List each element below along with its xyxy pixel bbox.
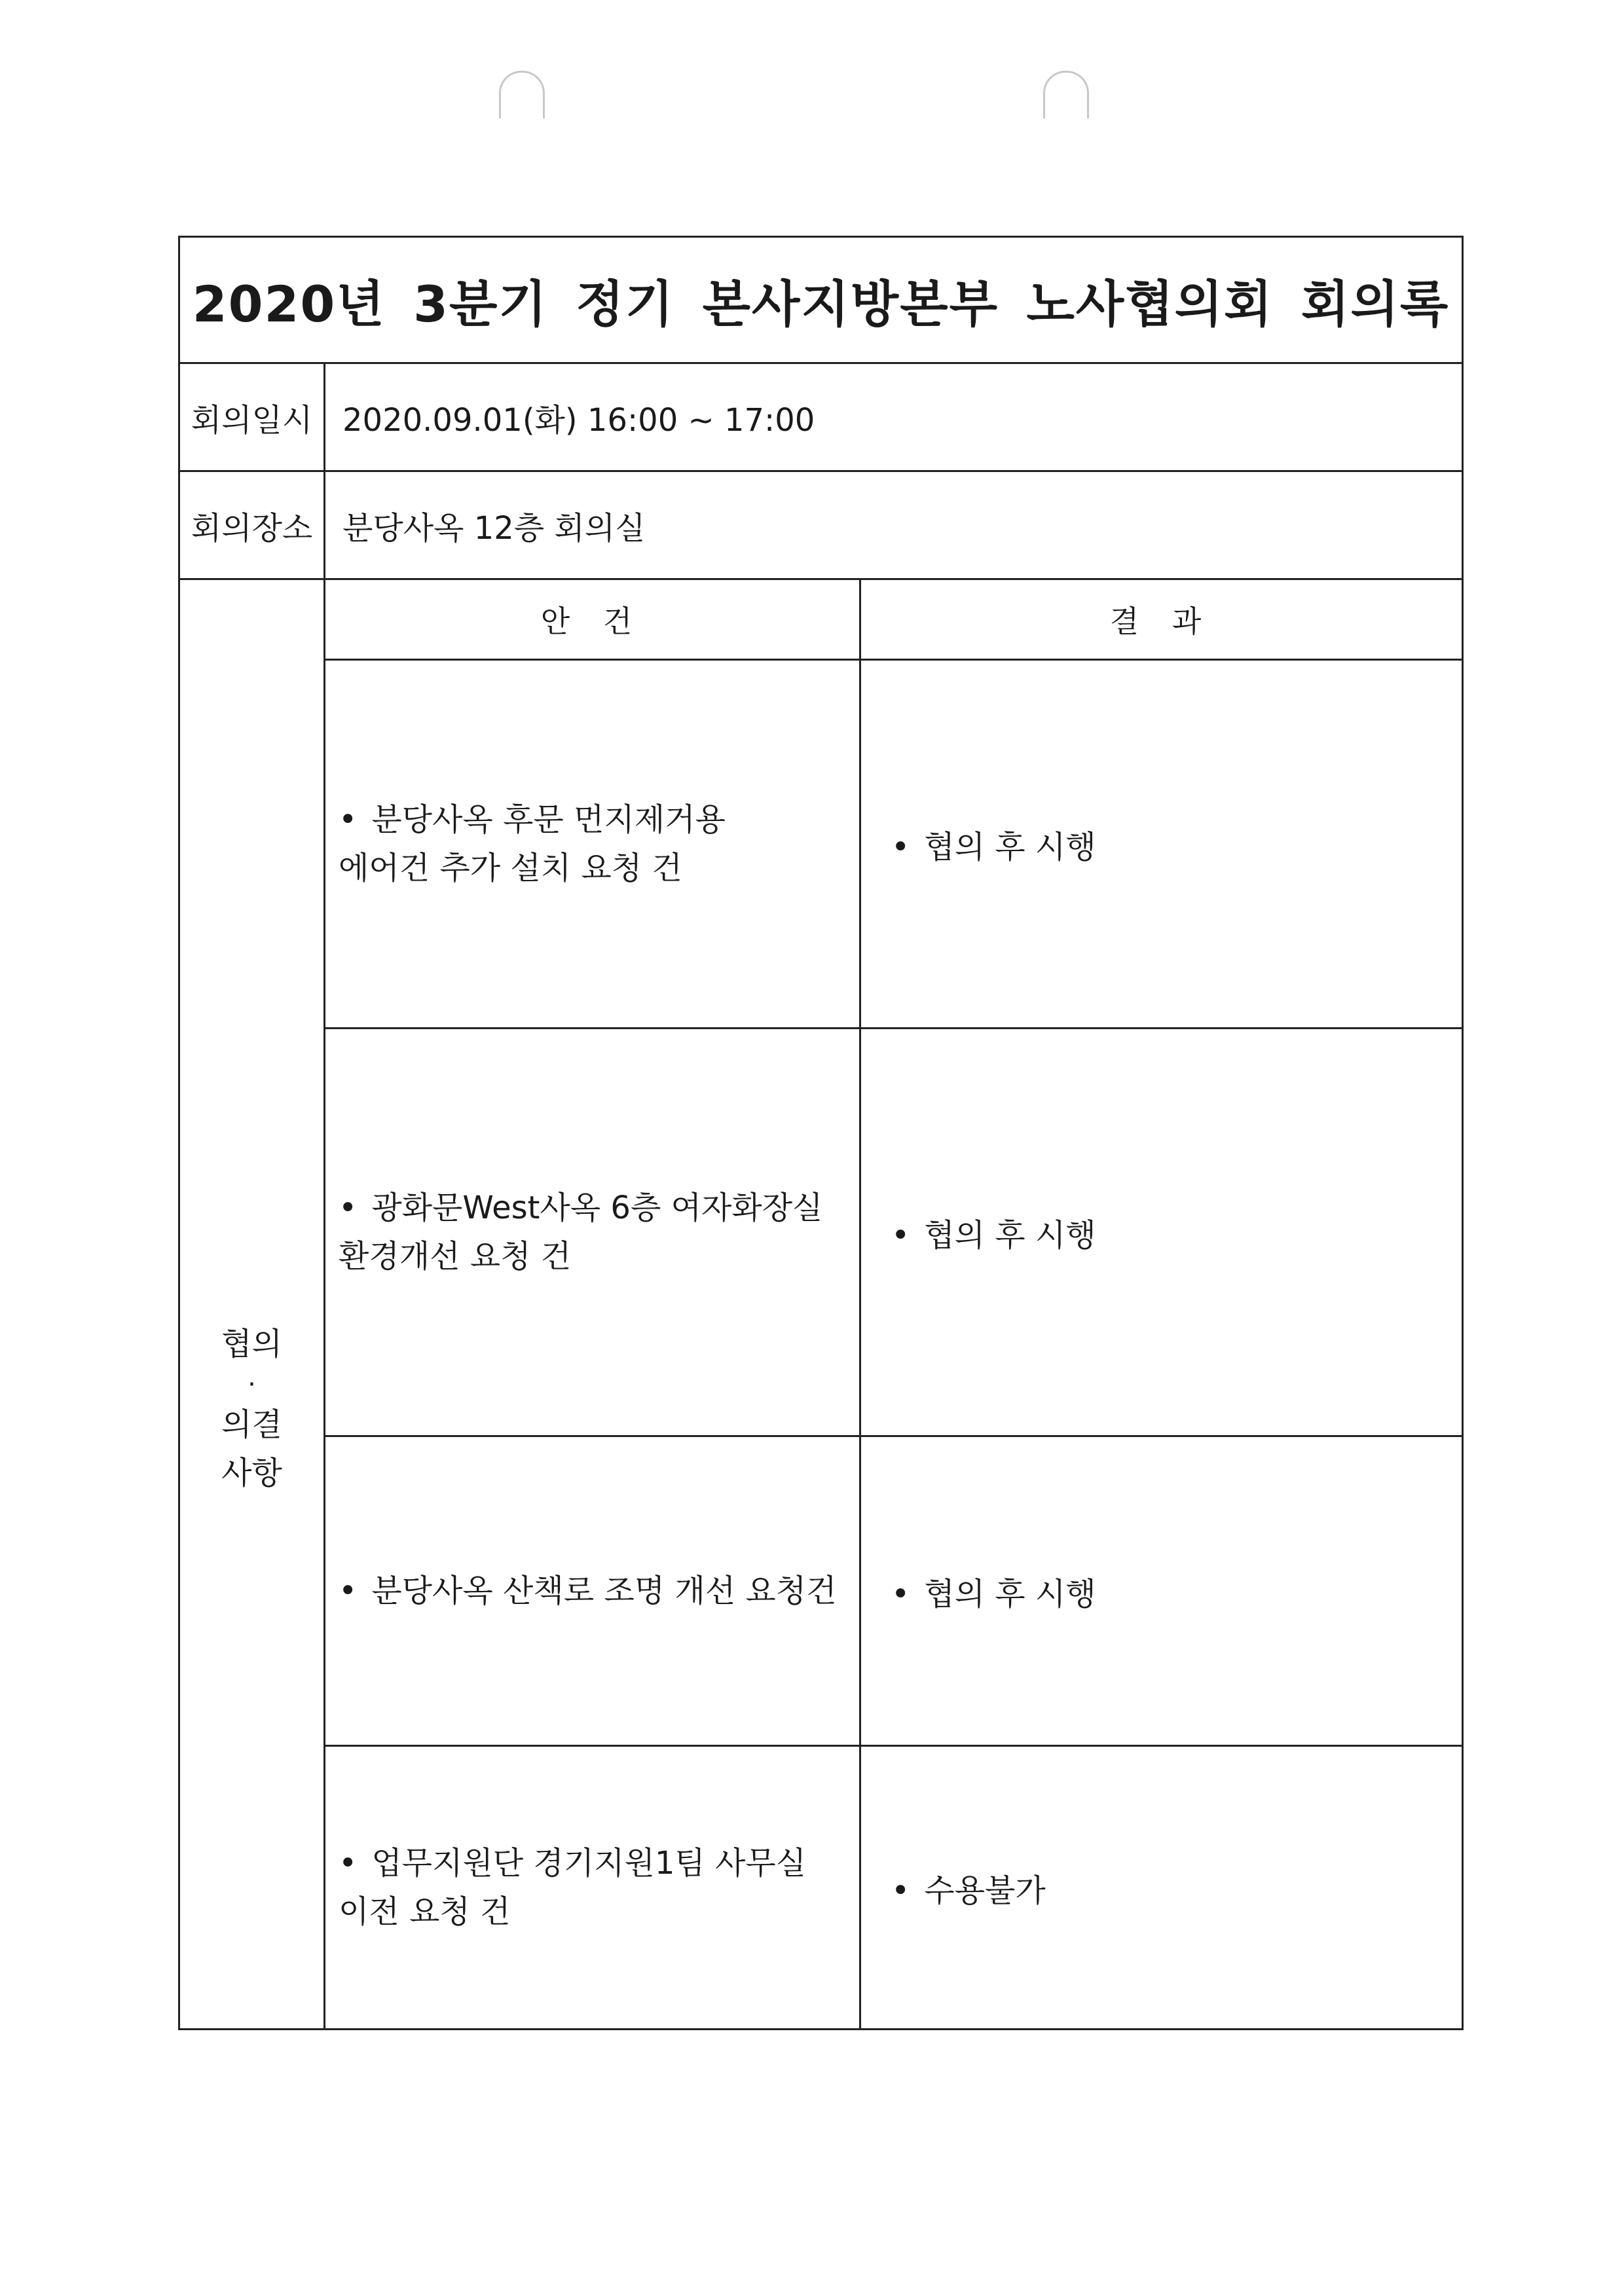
datetime-row bbox=[179, 363, 1463, 471]
agenda-label-line1: 협의 bbox=[221, 1326, 282, 1363]
bullet: • bbox=[339, 1189, 358, 1226]
agenda-result-text: 협의 후 시행 bbox=[924, 1575, 1096, 1613]
punch-hole-left bbox=[499, 71, 545, 118]
agenda-row bbox=[179, 1436, 1463, 1746]
agenda-item bbox=[325, 1746, 860, 2030]
agenda-label-line3: 사항 bbox=[221, 1455, 282, 1492]
datetime-value: 2020.09.01(화) 16:00 ~ 17:00 bbox=[325, 363, 1463, 471]
agenda-item bbox=[325, 660, 860, 1029]
agenda-item-line2: 환경개선 요청 건 bbox=[339, 1238, 572, 1275]
location-row bbox=[179, 471, 1463, 579]
bullet: • bbox=[891, 1216, 910, 1254]
agenda-item bbox=[325, 1436, 860, 1746]
agenda-result-text: 협의 후 시행 bbox=[924, 828, 1096, 866]
agenda-result bbox=[860, 660, 1463, 1029]
location-value: 분당사옥 12층 회의실 bbox=[325, 471, 1463, 579]
bullet: • bbox=[891, 828, 910, 866]
agenda-item-line1: 업무지원단 경기지원1팀 사무실 bbox=[371, 1844, 807, 1882]
bullet: • bbox=[891, 1872, 910, 1909]
agenda-result-text: 협의 후 시행 bbox=[924, 1216, 1096, 1254]
bullet: • bbox=[339, 1844, 358, 1882]
column-header-result: 결 과 bbox=[860, 579, 1463, 660]
agenda-row bbox=[179, 1746, 1463, 2030]
location-label: 회의장소 bbox=[179, 471, 325, 579]
agenda-result bbox=[860, 1029, 1463, 1436]
bullet: • bbox=[339, 1572, 358, 1609]
column-header-item: 안 건 bbox=[325, 579, 860, 660]
datetime-label: 회의일시 bbox=[179, 363, 325, 471]
agenda-label-dot: · bbox=[248, 1369, 256, 1400]
agenda-result bbox=[860, 1436, 1463, 1746]
agenda-item-line1: 분당사옥 산책로 조명 개선 요청건 bbox=[371, 1572, 837, 1609]
bullet: • bbox=[339, 801, 358, 838]
agenda-result-text: 수용불가 bbox=[924, 1872, 1046, 1909]
agenda-row bbox=[179, 1029, 1463, 1436]
document-title: 2020년 3분기 정기 본사지방본부 노사협의회 회의록 bbox=[179, 237, 1463, 363]
agenda-header-row bbox=[179, 579, 1463, 660]
agenda-item-line2: 에어건 추가 설치 요청 건 bbox=[339, 850, 682, 886]
agenda-row bbox=[179, 660, 1463, 1029]
punch-hole-right bbox=[1043, 71, 1089, 118]
agenda-result bbox=[860, 1746, 1463, 2030]
agenda-section-label bbox=[179, 579, 325, 2030]
minutes-table bbox=[178, 236, 1464, 2030]
agenda-label-line2: 의결 bbox=[221, 1406, 282, 1443]
agenda-item-line1: 광화문West사옥 6층 여자화장실 bbox=[371, 1189, 823, 1226]
agenda-item-line1: 분당사옥 후문 먼지제거용 bbox=[371, 801, 726, 838]
bullet: • bbox=[891, 1575, 910, 1613]
title-row bbox=[179, 237, 1463, 363]
agenda-item-line2: 이전 요청 건 bbox=[339, 1893, 511, 1930]
agenda-item bbox=[325, 1029, 860, 1436]
